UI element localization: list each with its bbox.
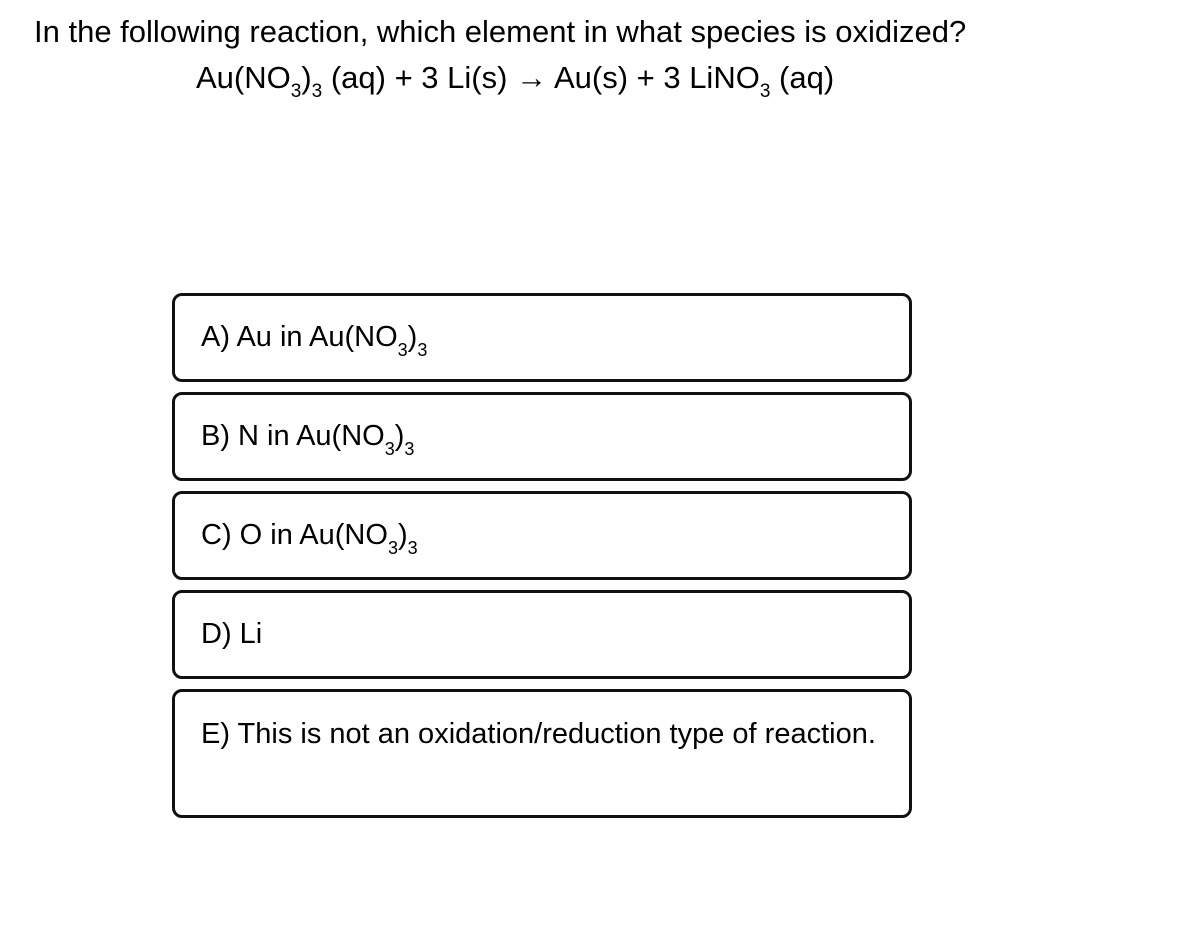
option-paren: )	[394, 420, 405, 452]
answer-option-b[interactable]	[172, 392, 912, 481]
option-paren: )	[397, 519, 408, 551]
option-paren: )	[407, 321, 418, 353]
answer-option-d[interactable]	[172, 590, 912, 679]
option-label	[201, 615, 262, 653]
equation-middle: (aq) + 3 Li(s) → Au(s) + 3 LiNO	[322, 60, 760, 95]
equation-subscript: 3	[290, 81, 302, 102]
option-text: E) This is not an oxidation/reduction type of reaction.	[201, 718, 876, 750]
option-label	[201, 417, 415, 459]
option-subscript: 3	[404, 439, 415, 459]
question-text: In the following reaction, which element in what species is oxidized?	[34, 14, 967, 49]
option-text: B) N in Au(NO	[201, 420, 385, 452]
option-text: D) Li	[201, 618, 263, 650]
option-subscript: 3	[417, 340, 428, 360]
equation-reactant-formula: Au(NO	[196, 60, 291, 95]
equation-end: (aq)	[770, 60, 835, 95]
reaction-equation	[196, 58, 835, 102]
option-subscript: 3	[397, 340, 408, 360]
answer-option-e[interactable]	[172, 689, 912, 818]
option-text: A) Au in Au(NO	[201, 321, 398, 353]
option-subscript: 3	[407, 538, 418, 558]
equation-subscript: 3	[311, 81, 323, 102]
equation-paren: )	[301, 60, 312, 95]
option-text: C) O in Au(NO	[201, 519, 388, 551]
answer-option-c[interactable]	[172, 491, 912, 580]
answer-option-a[interactable]	[172, 293, 912, 382]
equation-subscript: 3	[759, 81, 771, 102]
option-subscript: 3	[384, 439, 395, 459]
option-label	[201, 715, 881, 753]
option-label	[201, 516, 418, 558]
option-label	[201, 318, 428, 360]
option-subscript: 3	[387, 538, 398, 558]
